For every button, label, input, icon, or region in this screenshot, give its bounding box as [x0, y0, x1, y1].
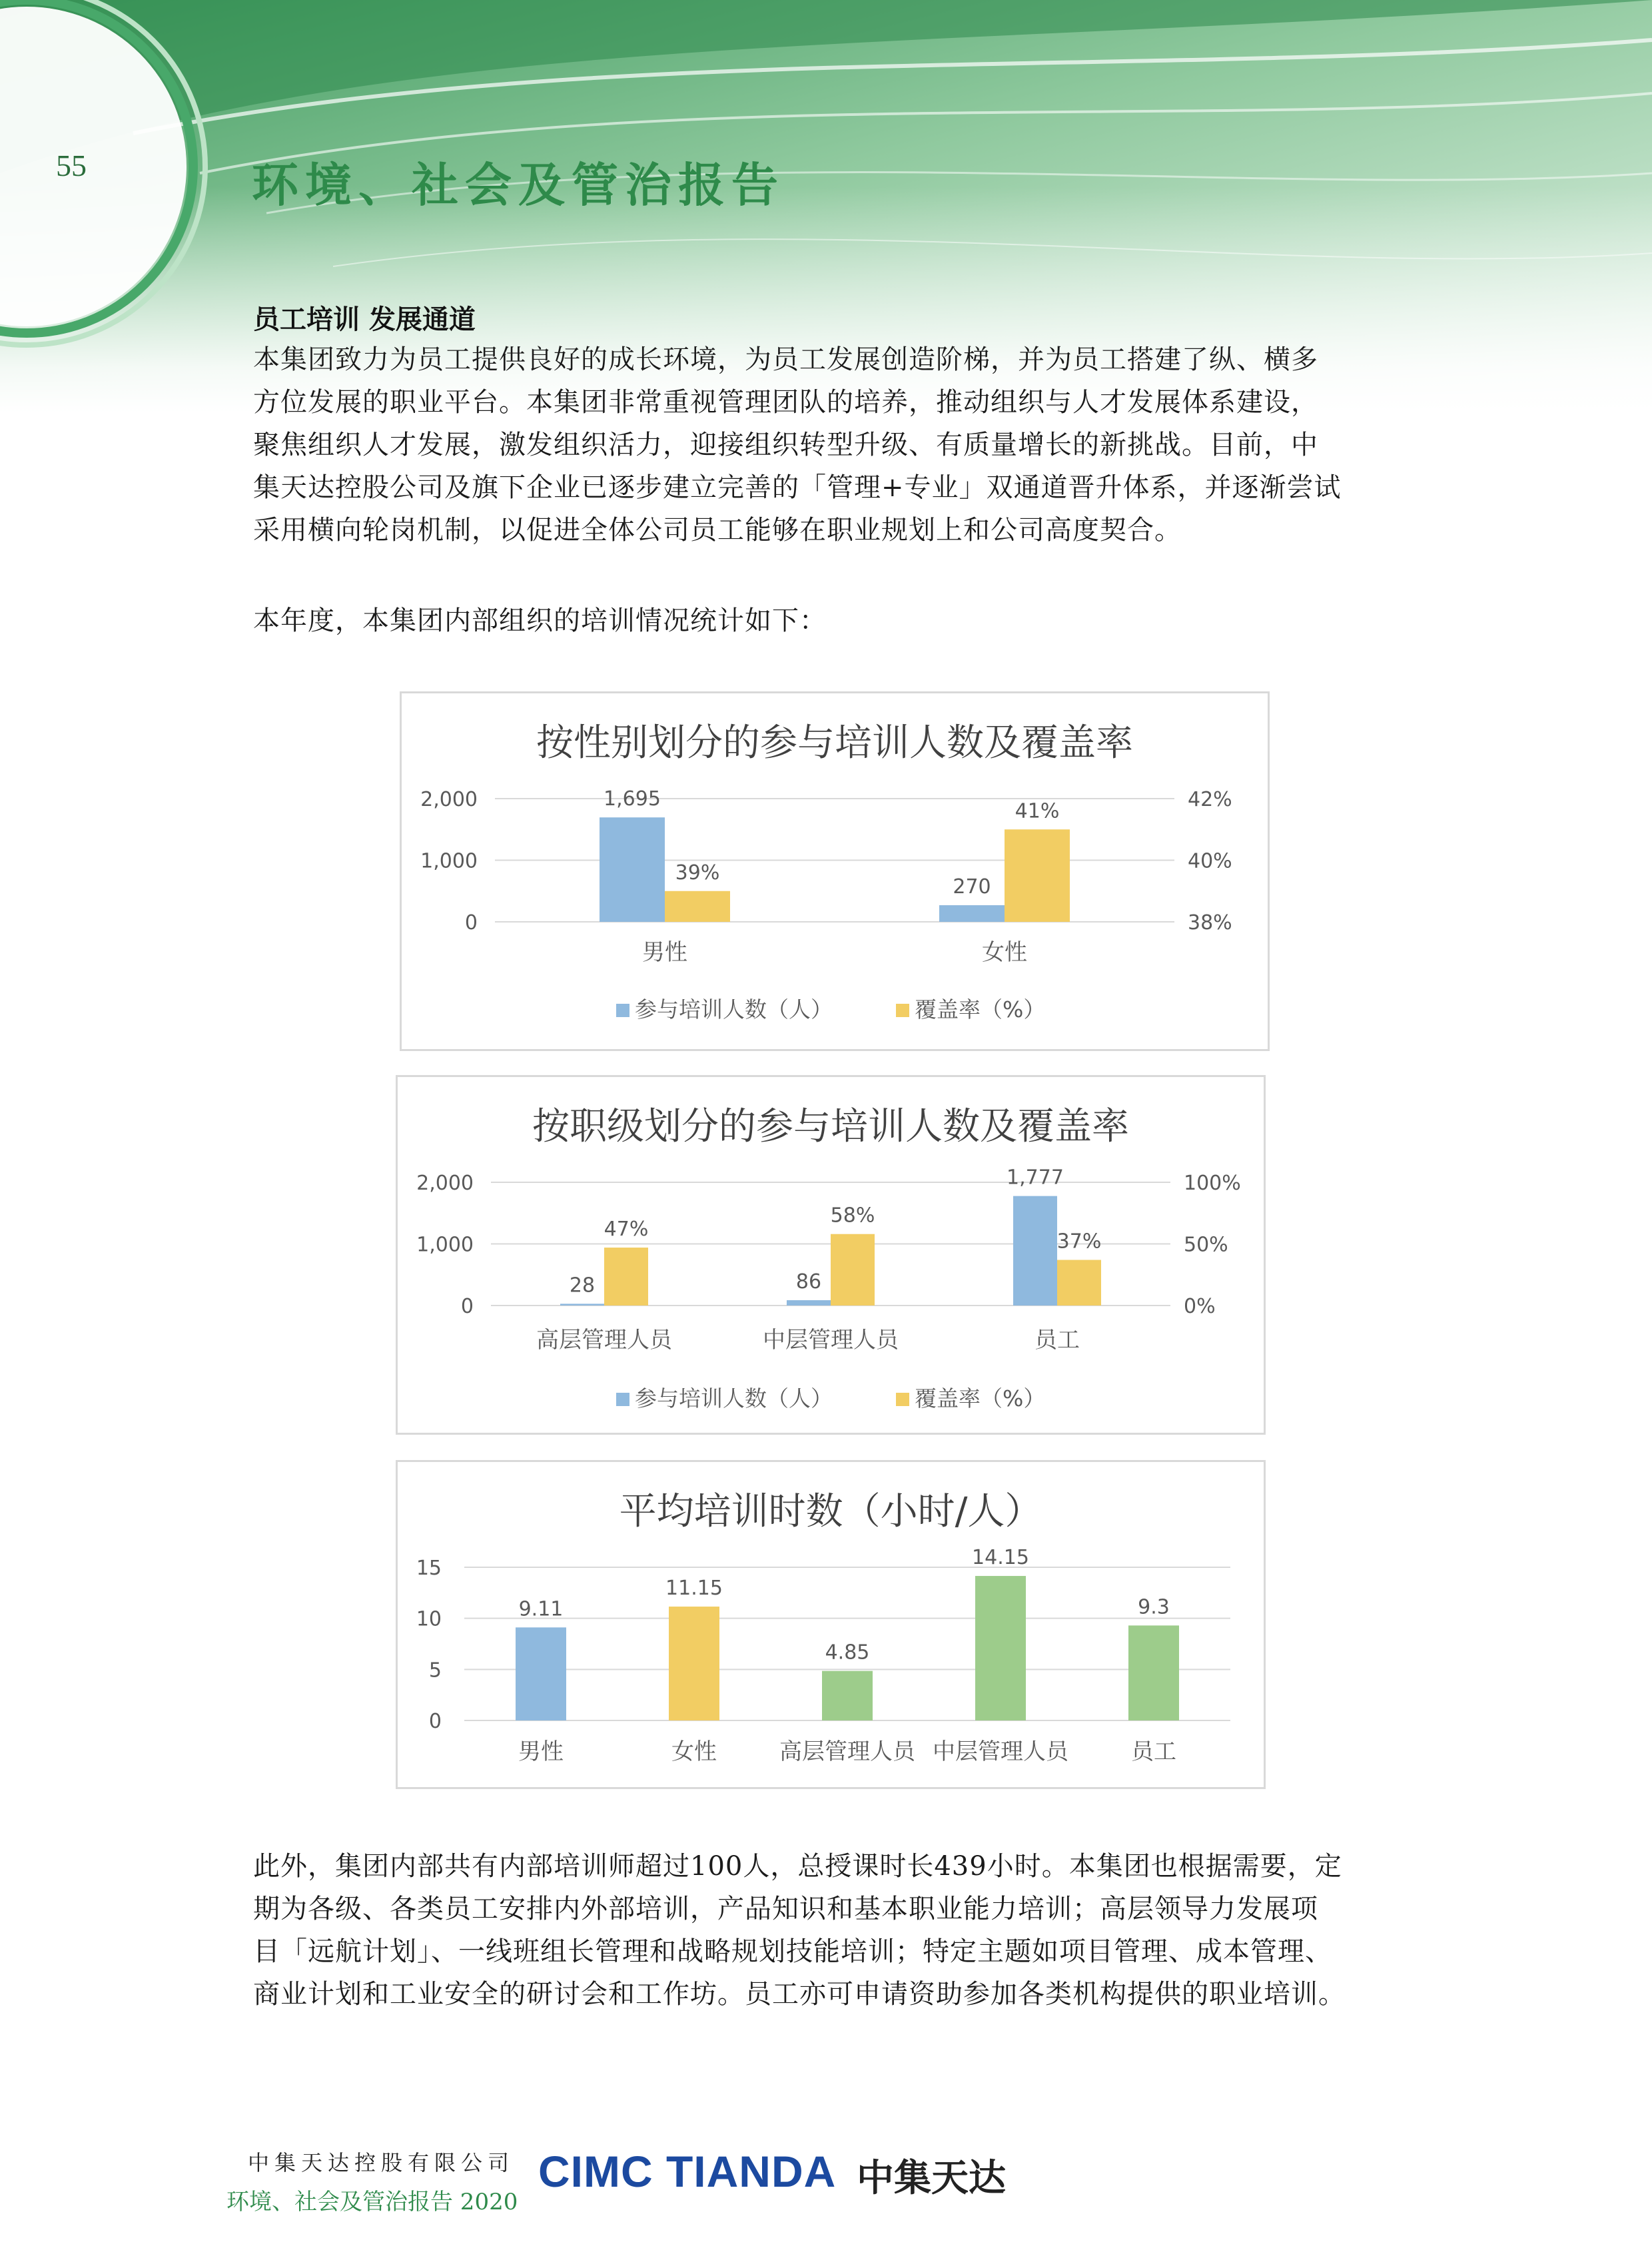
footer-logo-cn: 中集天达 [857, 2157, 1006, 2200]
data-label: 9.3 [1138, 1595, 1170, 1619]
legend-participants: 参与培训人数（人） [635, 996, 833, 1022]
chart-average-hours [396, 1460, 1266, 1789]
right-axis-tick: 50% [1184, 1233, 1228, 1257]
left-axis-tick: 1,000 [420, 849, 478, 873]
left-axis-tick: 2,000 [420, 788, 478, 811]
data-label: 47% [604, 1218, 649, 1242]
paragraph-line: 此外，集团内部共有内部培训师超过100人，总授课时长439小时。本集团也根据需要，定 [253, 1851, 1342, 1882]
paragraph-line: 集天达控股公司及旗下企业已逐步建立完善的「管理+专业」双通道晋升体系，并逐渐尝试 [253, 472, 1342, 503]
chart-grade-plot [398, 1077, 1264, 1433]
paragraph-training-text [253, 1845, 1399, 2016]
report-title: 环境、社会及管治报告 [252, 158, 785, 212]
bar-average-hours [975, 1576, 1026, 1720]
left-axis-tick: 0 [428, 1710, 442, 1733]
category-label: 中层管理人员 [763, 1327, 899, 1353]
data-label: 14.15 [972, 1546, 1029, 1570]
right-axis-tick: 0% [1184, 1295, 1216, 1318]
left-axis-tick: 0 [460, 1295, 474, 1318]
bar-coverage [604, 1248, 648, 1306]
bar-coverage [1005, 829, 1070, 922]
legend-swatch-participants [616, 1004, 629, 1017]
left-axis-tick: 5 [428, 1659, 442, 1682]
data-label: 4.85 [825, 1641, 870, 1665]
legend-swatch-participants [616, 1393, 629, 1406]
paragraph-line: 聚焦组织人才发展，激发组织活力，迎接组织转型升级、有质量增长的新挑战。目前，中 [253, 430, 1318, 460]
footer-report-name: 环境、社会及管治报告 2020 [226, 2189, 518, 2215]
paragraph-intro-text [253, 338, 1399, 552]
right-axis-tick: 40% [1188, 849, 1232, 873]
bar-average-hours [822, 1671, 873, 1720]
bar-average-hours [1128, 1625, 1179, 1720]
category-label: 员工 [1034, 1327, 1080, 1353]
category-label: 女性 [982, 939, 1027, 966]
category-label: 中层管理人员 [933, 1738, 1068, 1765]
category-label: 女性 [671, 1738, 717, 1765]
right-axis-tick: 42% [1188, 788, 1232, 811]
chart-title: 按职级划分的参与培训人数及覆盖率 [532, 1105, 1129, 1148]
paragraph-line: 目「远航计划」、一线班组长管理和战略规划技能培训；特定主题如项目管理、成本管理、 [253, 1936, 1332, 1967]
data-label: 41% [1015, 799, 1060, 823]
chart-gender [400, 691, 1270, 1051]
data-label: 86 [795, 1270, 822, 1294]
left-axis-tick: 10 [416, 1607, 442, 1631]
bar-average-hours [669, 1607, 719, 1720]
category-label: 男性 [642, 939, 687, 966]
chart-title: 平均培训时数（小时/人） [619, 1490, 1042, 1533]
left-axis-tick: 1,000 [416, 1233, 474, 1257]
data-label: 1,695 [604, 787, 661, 811]
stats-intro: 本年度，本集团内部组织的培训情况统计如下： [253, 605, 827, 636]
bar-average-hours [516, 1627, 566, 1720]
left-axis-tick: 0 [464, 911, 478, 934]
data-label: 11.15 [665, 1577, 723, 1601]
bar-participants [1013, 1196, 1057, 1306]
bar-participants [600, 817, 665, 922]
left-axis-tick: 2,000 [416, 1172, 474, 1195]
data-label: 9.11 [518, 1597, 564, 1621]
paragraph-line: 商业计划和工业安全的研讨会和工作坊。员工亦可申请资助参加各类机构提供的职业培训。 [253, 1979, 1346, 2010]
paragraph-line: 本集团致力为员工提供良好的成长环境，为员工发展创造阶梯，并为员工搭建了纵、横多 [253, 344, 1318, 375]
chart-grade [396, 1075, 1266, 1435]
left-axis-tick: 15 [416, 1557, 442, 1580]
data-label: 1,777 [1007, 1166, 1064, 1190]
category-label: 高层管理人员 [779, 1738, 915, 1765]
footer-company: 中集天达控股有限公司 [248, 2150, 515, 2175]
paragraph-line: 期为各级、各类员工安排内外部培训，产品知识和基本职业能力培训；高层领导力发展项 [253, 1894, 1318, 1924]
legend-participants: 参与培训人数（人） [635, 1385, 833, 1411]
category-label: 高层管理人员 [536, 1327, 672, 1353]
chart-title: 按性别划分的参与培训人数及覆盖率 [536, 721, 1133, 765]
bar-coverage [831, 1234, 875, 1306]
page-number: 55 [56, 149, 87, 183]
legend-coverage: 覆盖率（%） [915, 1385, 1046, 1411]
bar-coverage [665, 891, 730, 922]
data-label: 28 [569, 1274, 596, 1298]
category-label: 男性 [518, 1738, 564, 1765]
legend-swatch-coverage [896, 1393, 909, 1406]
legend-swatch-coverage [896, 1004, 909, 1017]
bar-coverage [1057, 1260, 1101, 1306]
chart-gender-plot [402, 693, 1268, 1049]
data-label: 37% [1056, 1230, 1102, 1254]
section-heading: 员工培训 发展通道 [253, 304, 476, 335]
bar-participants [939, 905, 1005, 922]
paragraph-line: 采用横向轮岗机制，以促进全体公司员工能够在职业规划上和公司高度契合。 [253, 515, 1182, 546]
right-axis-tick: 100% [1184, 1172, 1241, 1195]
bar-participants [787, 1300, 831, 1306]
data-label: 58% [830, 1204, 875, 1228]
category-label: 员工 [1131, 1738, 1176, 1765]
right-axis-tick: 38% [1188, 911, 1232, 934]
data-label: 270 [953, 875, 991, 899]
legend-coverage: 覆盖率（%） [915, 996, 1046, 1022]
paragraph-line: 方位发展的职业平台。本集团非常重视管理团队的培养，推动组织与人才发展体系建设， [253, 387, 1318, 418]
bar-participants [560, 1304, 604, 1306]
chart-hours-plot [398, 1462, 1264, 1787]
footer-logo: CIMC TIANDA [538, 2147, 837, 2196]
data-label: 39% [675, 861, 720, 885]
